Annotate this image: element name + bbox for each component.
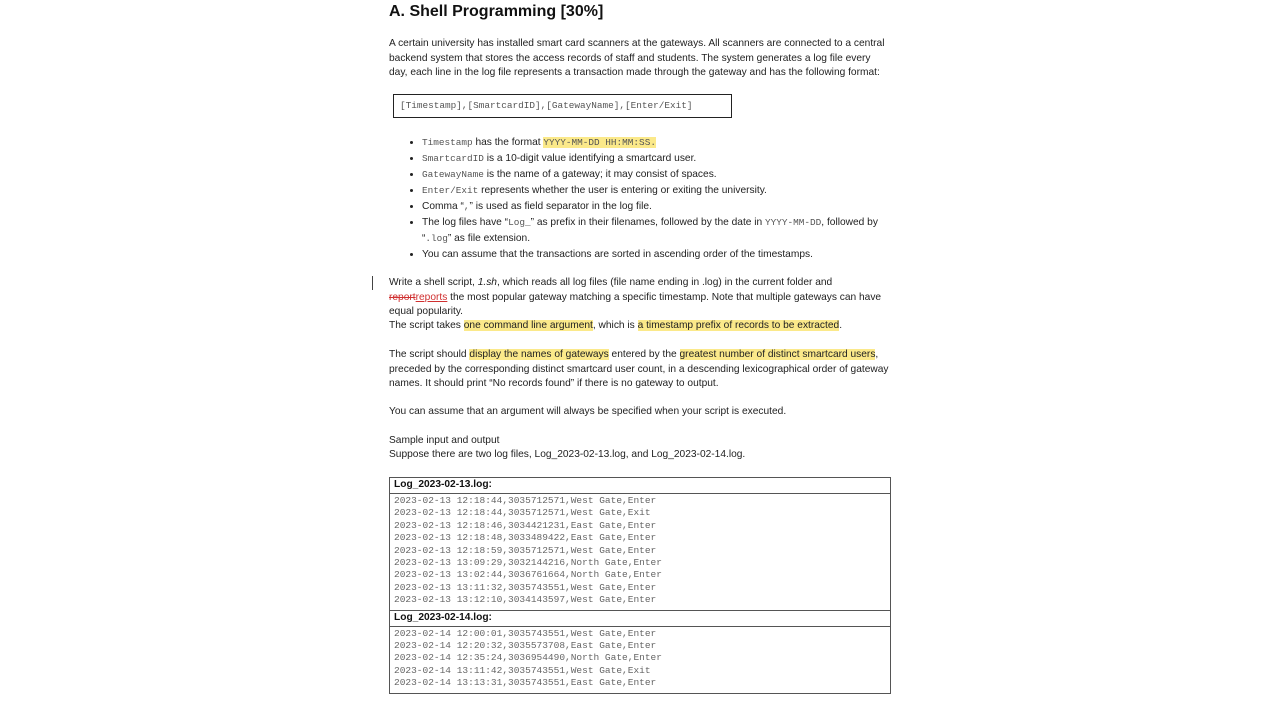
bullet-enter-exit — [422, 183, 910, 199]
log-line: 2023-02-13 13:02:44,3036761664,North Gate,Enter — [394, 569, 662, 581]
bullet-text: has the format — [472, 137, 544, 148]
code-enter-exit: Enter/Exit — [422, 185, 479, 196]
log-line: 2023-02-13 13:09:29,3032144216,North Gate,Enter — [394, 557, 662, 569]
bullet-gatewayname — [422, 167, 910, 183]
tracked-deletion: report — [389, 291, 416, 303]
args-paragraph — [389, 319, 891, 334]
task-text: , which reads all log files (file name ending in .log) in the current folder and — [496, 277, 833, 288]
args-text: , which is — [592, 320, 638, 331]
sample-title: Sample input and output — [389, 435, 500, 446]
args-text: . — [839, 320, 843, 331]
text-cursor — [372, 276, 373, 290]
sample-log-table — [389, 477, 891, 694]
task-paragraph — [389, 276, 891, 320]
highlight-argument: one command line argument — [463, 320, 593, 331]
assume-paragraph: You can assume that an argument will always be specified when your script is executed. — [389, 406, 787, 417]
intro-paragraph: A certain university has installed smart card scanners at the gateways. All scanners are connected to a central backend system that stores the access records of staff and students. The system generates a log file every day, each line in the log file represents a transaction made through the gateway and has the following format: — [389, 38, 885, 78]
log2-filename: Log_2023-02-14.log: — [390, 610, 890, 627]
code-comma: , — [463, 201, 470, 212]
display-text: entered by the — [608, 349, 680, 360]
task-text: the most popular gateway matching a specific timestamp. Note that multiple gateways can have equal popularity. — [389, 291, 882, 317]
log-line: 2023-02-14 12:20:32,3035573708,East Gate,Enter — [394, 640, 657, 652]
log-line: 2023-02-14 12:35:24,3036954490,North Gate,Enter — [394, 652, 662, 664]
log-line: 2023-02-13 12:18:48,3033489422,East Gate,Enter — [394, 532, 657, 544]
display-text: , preceded by the corresponding distinct smartcard user count, in a descending lexicographical order of gateway names. It should print “No records found” if there is no gateway to output. — [389, 349, 889, 389]
log-line: 2023-02-14 13:13:31,3035743551,East Gate,Enter — [394, 677, 657, 689]
log-line: 2023-02-13 12:18:59,3035712571,West Gate,Enter — [394, 544, 657, 556]
bullet-text: Comma “ — [422, 201, 464, 212]
section-heading: A. Shell Programming [30%] — [389, 3, 604, 20]
log-line: 2023-02-13 12:18:44,3035712571,West Gate,Enter — [394, 495, 657, 506]
sample-description: Suppose there are two log files, Log_2023-02-13.log, and Log_2023-02-14.log. — [389, 449, 746, 460]
display-text: The script should — [389, 349, 470, 360]
log2-content — [390, 627, 890, 693]
bullet-smartcardid — [422, 151, 910, 167]
log-line: 2023-02-13 13:11:32,3035743551,West Gate,Enter — [394, 581, 657, 593]
log-line: 2023-02-14 12:00:01,3035743551,West Gate,Enter — [394, 627, 657, 639]
bullet-text: ” as prefix in their filenames, followed by the date in — [530, 217, 766, 228]
code-gatewayname: GatewayName — [422, 169, 484, 180]
log-line: 2023-02-14 13:11:42,3035743551,West Gate,Exit — [394, 664, 651, 676]
task-text: Write a shell script, — [389, 277, 478, 288]
bullet-text: is the name of a gateway; it may consist of spaces. — [483, 169, 717, 180]
script-name: 1.sh — [477, 277, 497, 288]
format-bullet-list — [405, 135, 910, 263]
bullet-comma — [422, 199, 910, 215]
bullet-text: You can assume that the transactions are sorted in ascending order of the timestamps. — [422, 249, 813, 260]
bullet-text: represents whether the user is entering or exiting the university. — [478, 185, 767, 196]
code-log-ext: .log — [425, 233, 448, 244]
code-log-prefix: Log_ — [508, 217, 531, 228]
bullet-text: The log files have “ — [422, 217, 509, 228]
code-date-format: YYYY-MM-DD — [765, 217, 822, 228]
display-paragraph — [389, 348, 891, 392]
log1-filename: Log_2023-02-13.log: — [390, 478, 890, 494]
highlight-greatest: greatest number of distinct smartcard users — [679, 349, 876, 360]
bullet-timestamp — [422, 135, 910, 151]
highlight-display: display the names of gateways — [469, 349, 609, 360]
tracked-insertion: reports — [415, 291, 448, 303]
code-smartcardid: SmartcardID — [422, 153, 484, 164]
bullet-text: , followed by “ — [422, 217, 878, 244]
bullet-text: is a 10-digit value identifying a smartcard user. — [483, 153, 697, 164]
bullet-filename — [422, 215, 910, 247]
log-line: 2023-02-13 12:18:46,3034421231,East Gate,Enter — [394, 519, 657, 531]
bullet-text: ” as file extension. — [447, 233, 531, 244]
log-line: 2023-02-13 12:18:44,3035712571,West Gate,Exit — [394, 507, 651, 519]
bullet-text: ” is used as field separator in the log file. — [469, 201, 652, 212]
log-format-box: [Timestamp],[SmartcardID],[GatewayName],[Enter/Exit] — [393, 94, 732, 118]
log1-content — [390, 494, 890, 610]
code-timestamp-format: YYYY-MM-DD HH:MM:SS. — [543, 137, 656, 148]
bullet-sorted — [422, 247, 910, 263]
args-text: The script takes — [389, 320, 464, 331]
log-line: 2023-02-13 13:12:10,3034143597,West Gate,Enter — [394, 594, 657, 606]
code-timestamp: Timestamp — [422, 137, 473, 148]
highlight-prefix: a timestamp prefix of records to be extracted — [637, 320, 840, 331]
